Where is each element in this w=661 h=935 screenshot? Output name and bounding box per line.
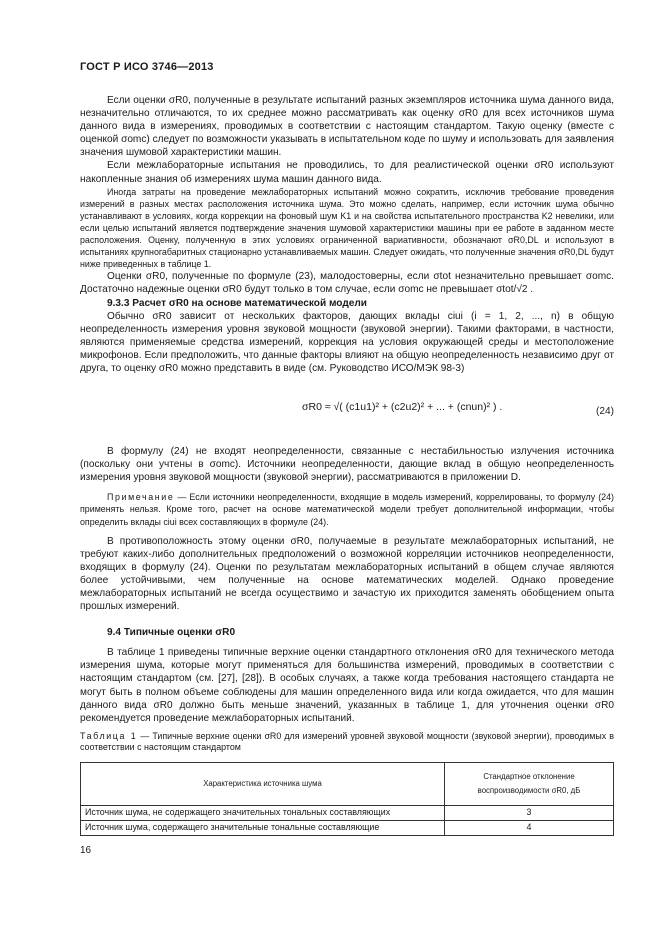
table-header-std-dev: Стандартное отклонение воспроизводимости σR0, дБ bbox=[445, 763, 614, 806]
paragraph-1: Если оценки σR0, полученные в результате испытаний разных экземпляров источника шума данного вида, незначительно отличаются, то их среднее можно рассматривать как оценку σR0 для всех источников шума данного вида в измерениях, проводимых в соответствии с настоящим стандартом. Такую оценку (вместе с оценкой σomc) следует по возможности указывать в испытательном коде по шуму и использовать для заявления значения шумовой характеристики машин. bbox=[80, 95, 614, 159]
table-header-characteristic: Характеристика источника шума bbox=[81, 763, 445, 806]
page-header: ГОСТ Р ИСО 3746—2013 bbox=[80, 61, 214, 73]
note-label: Примечание bbox=[107, 492, 175, 503]
paragraph-7: В противоположность этому оценки σR0, получаемые в результате межлабораторных испытаний, не требуют каких-либо дополнительных предположений о возможной корреляции источников неопределенности, входящих в формулу (24). Оценки по результатам межлабораторных испытаний в общем случае являются более устойчивыми, чем полученные на основе математических моделей. Однако проведение межлабораторных испытаний не всегда осуществимо и зачастую их приходится заменять обобщением опыта прошлых измерений. bbox=[80, 535, 614, 613]
section-heading-9-3-3: 9.3.3 Расчет σR0 на основе математической модели bbox=[107, 297, 367, 309]
formula-expression: σR0 ≈ √( (c1u1)² + (c2u2)² + ... + (cnun)² ) . bbox=[302, 401, 503, 414]
table-cell-label: Источник шума, содержащего значительные тональные составляющие bbox=[81, 821, 445, 836]
paragraph-2: Если межлабораторные испытания не проводились, то для реалистической оценки σR0 используют накопленные знания об измерениях шума машин данного вида. bbox=[80, 160, 614, 185]
paragraph-8: В таблице 1 приведены типичные верхние оценки стандартного отклонения σR0 для технического метода измерения шума, которые могут применяться для большинства измерений, проводимых в соответствии с настоящим стандартом (см. [27], [28]). В особых случаях, а также когда требования настоящего стандарта не могут быть в полном объеме соблюдены для машин определенного вида или когда ожидается, что для машин данного вида σR0 должно быть меньше значений, указанных в таблице 1, для уточнения оценки σR0 рекомендуется проведение межлабораторных испытаний. bbox=[80, 647, 614, 724]
table-cell-label: Источник шума, не содержащего значительных тональных составляющих bbox=[81, 806, 445, 821]
table-row bbox=[81, 806, 614, 821]
paragraph-5: Обычно σR0 зависит от нескольких факторов, дающих вклады ciui (i = 1, 2, ..., n) в общую неопределенность измерения уровня звуковой мощности (звуковой энергии). Такими факторами, в частности, являются применяемые средства измерений, коррекция на условия окружающей среды и местоположение микрофонов. Если предположить, что данные факторы влияют на общую неопределенность независимо друг от друга, то оценку σR0 можно представить в виде (см. Руководство ИСО/МЭК 98-3) bbox=[80, 310, 614, 374]
section-heading-9-4: 9.4 Типичные оценки σR0 bbox=[107, 627, 236, 639]
table-caption-text: — Типичные верхние оценки σR0 для измерений уровней звуковой мощности (звуковой энергии), проводимых в соответствии с настоящим стандартом bbox=[80, 730, 614, 753]
note-text: — Если источники неопределенности, входящие в модель измерений, коррелированы, то формулу (24) применять нельзя. Кроме того, расчет на основе математической модели требует дополнительной информации, чтобы определить вклады ciui всех составляющих в формуле (24). bbox=[80, 492, 614, 527]
note bbox=[80, 491, 614, 527]
table-1 bbox=[80, 762, 614, 836]
table-header-row bbox=[81, 763, 614, 806]
table-cell-value: 3 bbox=[445, 806, 614, 821]
table-cell-value: 4 bbox=[445, 821, 614, 836]
page-number: 16 bbox=[80, 845, 92, 856]
paragraph-4: Оценки σR0, полученные по формуле (23), малодостоверны, если σtot незначительно превышает σomc. Достаточно надежные оценки σR0 будут только в том случае, если σomc не превышает σtot/√2 . bbox=[80, 271, 614, 296]
table-row bbox=[81, 821, 614, 836]
table-caption-label: Таблица 1 bbox=[80, 730, 138, 741]
formula-24 bbox=[80, 385, 614, 445]
table-caption bbox=[80, 731, 614, 754]
paragraph-3: Иногда затраты на проведение межлабораторных испытаний можно сократить, исключив требование проведения измерений в разных местах расположения источника шума. Это можно сделать, например, если источник шума обычно устанавливают в условиях, когда коррекции на фоновый шум K1 и на свойства испытательного пространства K2 невелики, или если целью испытаний является подтверждение значения шумовой характеристики машины при ее работе в заданном месте расположения. Оценку, полученную в этих условиях ограниченной вариативности, обозначают σR0,DL и используют в испытаниях крупногабаритных стационарно устанавливаемых машин. Следует ожидать, что полученные значения σR0,DL будут ниже приведенных в таблице 1. bbox=[80, 186, 614, 270]
page-body bbox=[80, 94, 614, 836]
paragraph-6: В формулу (24) не входят неопределенности, связанные с нестабильностью излучения источника (поскольку они учтены в σomc). Источники неопределенности, дающие вклад в общую неопределенность измерения уровня звуковой мощности (звуковой энергии), рассматриваются в приложении D. bbox=[80, 446, 614, 484]
formula-number: (24) bbox=[596, 406, 614, 418]
